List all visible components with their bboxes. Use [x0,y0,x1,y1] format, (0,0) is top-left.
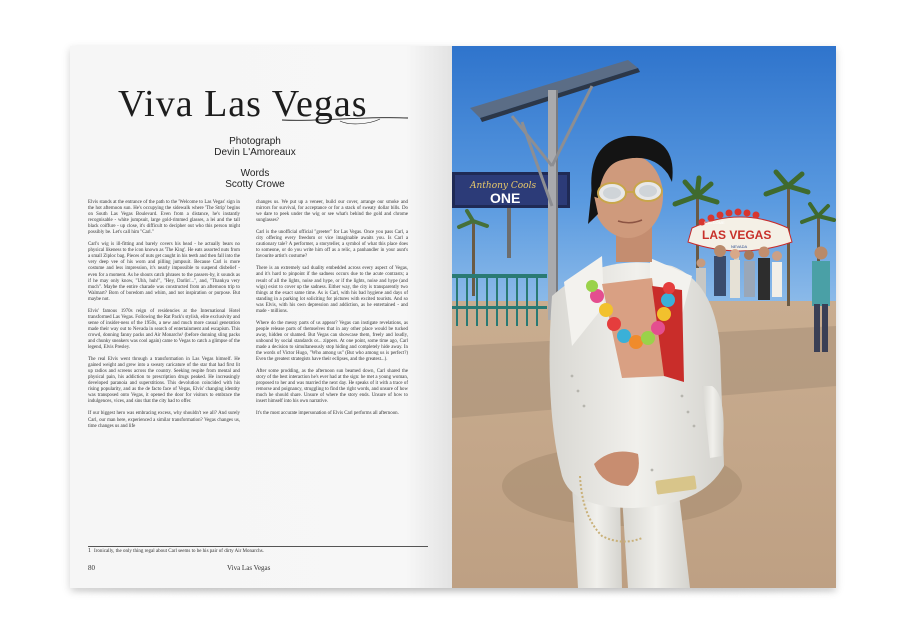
paragraph: Carl is the unofficial official "greeter" for Las Vegas. Once you pass Carl, a city offering every freedom or vice imaginable awaits you. Is Carl a cautionary tale? A performer, a storyteller, a symbol of what this place does to someone, or do you write him off as a relic, a panhandler in your aunt's favourite artist's costume? [256,230,408,260]
left-page [70,46,452,588]
sign-las-vegas-text: LAS VEGAS [702,228,772,242]
article-title: Viva Las Vegas [118,83,368,125]
footnote [88,546,428,555]
paragraph: Elvis stands at the entrance of the path to the 'Welcome to Las Vegas' sign in the hot afternoon sun. He's occupying the sidewalk where 'The Strip' begins on South Las Vegas Boulevard. Even from a distance, he's instantly recognisable - white jumpsuit, large gold-rimmed glasses, a lei and the tall black coiffure - up close, it's difficult to decipher out who this person might possibly be. Let's call him "Carl." [88,200,240,236]
credit-name: Scotty Crowe [225,179,285,190]
paragraph: After some prodding, as the afternoon sun beamed down, Carl shared the story of the best interaction he's ever had at the sign: he met a young woman, proposed to her and was married the next day. He speaks of it with a trace of remorse and poignancy, struggling to find the right words, and unsure of how much he should share. Unsure of where the story ends. Unsure of how to insert himself into his own narrative. [256,369,408,405]
photograph-credit [170,136,340,158]
words-credit [170,168,340,190]
paragraph: If our biggest hero was embracing excess, why shouldn't we all? And surely Carl, our man here, experienced a similar transformation? Vegas changes us, time changes us and life [88,411,240,429]
sign-welcome-text: WELCOME [704,220,725,225]
paragraph: Where do the messy parts of us appear? Vegas can instigate revelations, as people release parts of themselves that in any other place would be tucked away, hidden or shamed. But Vegas can showcase them, freely and loudly, unbound by social standards or... zippers. At one point, some time ago, Carl made a decision to simultaneously stop hiding and completely hide away. In the words of Victor Hugo, "Who among us" (But who among us is perfect?) Even the greatest strategists have their eclipses, and the greatest...). [256,320,408,363]
sign-nevada-text: NEVADA [731,244,748,249]
magazine-spread [70,46,836,588]
paragraph: changes us. We put up a veneer, build our cover, arrange our smoke and mirrors for survival, for acceptance or for a stack of sweaty dollar bills. Do we dare to peek under the wig or see what's behind the gold and chrome sunglasses? [256,200,408,224]
credit-label: Words [240,168,270,179]
photo-page [452,46,836,588]
credit-label: Photograph [229,136,281,147]
billboard-text: ONE [490,190,521,206]
page-number: 80 [88,564,95,572]
credit-name: Devin L'Amoreaux [214,147,296,158]
paragraph: Elvis' famous 1970s reign of residencies at the International Hotel transformed Las Vegas. Following the Rat Pack's stylish, elite exclusivity and sense of insider-ness of the 1950s, a new and much more casual generation made their way out to Nevada in search of entertainment and escapism. This crowd, donning fanny packs and Air Monarchs¹ (before donning sling packs and chunky sneakers was cool again) came to Vegas to catch a glimpse of the legend, Elvis Presley. [88,308,240,351]
title-swash-ornament [280,112,410,132]
paragraph: Carl's wig is ill-fitting and barely covers his head - he actually bears no physical likeness to the icon known as 'The King'. He eats assorted nuts from a small Ziploc bag. Pieces of nuts get caught in his teeth and then fall into the very deep vee of his worn and pilling jumpsuit. Because Carl is more costume and less impression, it's nearly impossible to suspend disbelief - even for a moment. As he shouts catch phrases to the passers-by, it sounds as if he may only know, "Uhh, huh!", "Hey, Darlin'...", and, "Thankya very much". Maybe the entire charade was constructed from an afternoon trip to Walmart? Born of boredom and whim, and not inspiration or purpose. But maybe not. [88,242,240,302]
paragraph: There is an extremely sad duality embedded across every aspect of Vegas, and it's hard to pinpoint if the sadness occurs due to the acute contrasts; a result of all the lights, noise and hype, or if the lights, noise and hype (and wigs) exist to cover up the sadness. Either way, the city is transparently two things at the exact same time. As is Carl, with his bad hygiene and days of standing in a parking lot soliciting for pictures with excited tourists. And so was Elvis, with his own depression and addiction, as he entertained - and made - millions. [256,266,408,314]
footnote-text: Ironically, the only thing regal about Carl seems to be his pair of dirty Air Monarchs. [94,549,264,554]
running-head: Viva Las Vegas [227,564,271,572]
paragraph: It's the most accurate impersonation of Elvis Carl performs all afternoon. [256,411,399,417]
billboard-script: Anthony Cools [470,181,537,191]
elvis-impersonator-photo [452,46,836,588]
footnote-mark: 1 [88,548,91,554]
text-column-left [88,200,240,436]
text-column-right [256,200,408,423]
paragraph: The real Elvis went through a transformation in Las Vegas himself. He gained weight and grew into a sweaty caricature of the star that had first lit up radios and screens across the country. Seeking respite from mental and physical pain, his addiction to prescription drugs peaked. He increasingly developed paranoia and superstitions. This devolution coincided with his rising popularity, and as the de facto face of Vegas, Elvis' changing identity was transposed onto Vegas, it opened the door for visitors to embrace the indulgences, vices, and sins that the city had to offer. [88,357,240,405]
